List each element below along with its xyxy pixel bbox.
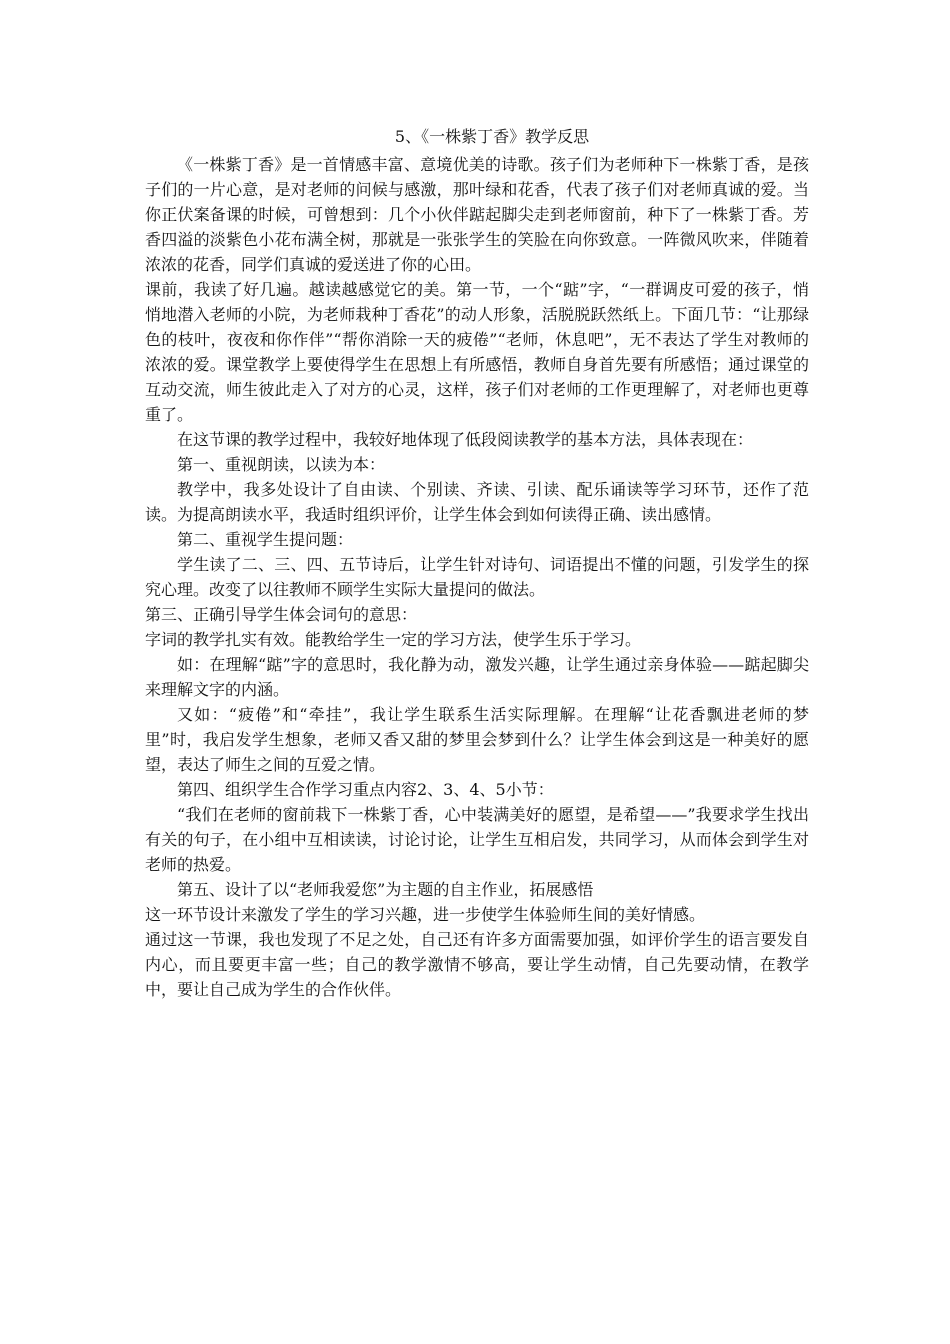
- paragraph: 字词的教学扎实有效。能教给学生一定的学习方法，使学生乐于学习。: [145, 630, 642, 649]
- paragraph: 通过这一节课，我也发现了不足之处，自己还有许多方面需要加强，如评价学生的语言要发自内心，而且要更丰富一些；自己的教学激情不够高，要让学生动情，自己先要动情，在教学中，要让自己成为学生的合作伙伴。: [145, 930, 809, 999]
- paragraph: 第五、设计了以“老师我爱您”为主题的自主作业，拓展感悟: [177, 880, 594, 899]
- paragraph: 这一环节设计来激发了学生的学习兴趣，进一步使学生体验师生间的美好情感。: [145, 905, 706, 924]
- paragraph: 课前，我读了好几遍。越读越感觉它的美。第一节，一个“踮”字，“一群调皮可爱的孩子，悄悄地潜入老师的小院，为老师栽种丁香花”的动人形象，活脱脱跃然纸上。下面几节：“让那绿色的枝叶，夜夜和你作伴”“帮你消除一天的疲倦”“老师，休息吧”，无不表达了学生对教师的浓浓的爱。课堂教学上要使得学生在思想上有所感悟，教师自身首先要有所感悟；通过课堂的互动交流，师生彼此走入了对方的心灵，这样，孩子们对老师的工作更理解了，对老师也更尊重了。: [145, 280, 809, 424]
- paragraph: 如：在理解“踮”字的意思时，我化静为动，激发兴趣，让学生通过亲身体验——踮起脚尖来理解文字的内涵。: [145, 655, 809, 699]
- document-title: 5、《一株紫丁香》教学反思: [394, 127, 590, 146]
- paragraph: 第三、正确引导学生体会词句的意思：: [145, 605, 418, 624]
- document-body: [145, 152, 809, 1002]
- paragraph: 在这节课的教学过程中，我较好地体现了低段阅读教学的基本方法，具体表现在：: [177, 430, 754, 449]
- paragraph: 第四、组织学生合作学习重点内容2、3、4、5小节：: [177, 780, 554, 799]
- document-page: [145, 127, 809, 1002]
- paragraph: 学生读了二、三、四、五节诗后，让学生针对诗句、词语提出不懂的问题，引发学生的探究心理。改变了以往教师不顾学生实际大量提问的做法。: [145, 555, 809, 599]
- paragraph: 第二、重视学生提问题：: [177, 530, 354, 549]
- paragraph: 《一株紫丁香》是一首情感丰富、意境优美的诗歌。孩子们为老师种下一株紫丁香，是孩子们的一片心意，是对老师的问候与感激，那叶绿和花香，代表了孩子们对老师真诚的爱。当你正伏案备课的时候，可曾想到：几个小伙伴踮起脚尖走到老师窗前，种下了一株紫丁香。芳香四溢的淡紫色小花布满全树，那就是一张张学生的笑脸在向你致意。一阵微风吹来，伴随着浓浓的花香，同学们真诚的爱送进了你的心田。: [145, 155, 809, 274]
- paragraph: 第一、重视朗读，以读为本：: [177, 455, 386, 474]
- paragraph: 又如：“疲倦”和“牵挂”，我让学生联系生活实际理解。在理解“让花香飘进老师的梦里”时，我启发学生想象，老师又香又甜的梦里会梦到什么？让学生体会到这是一种美好的愿望，表达了师生之间的互爱之情。: [145, 705, 809, 774]
- paragraph: 教学中，我多处设计了自由读、个别读、齐读、引读、配乐诵读等学习环节，还作了范读。为提高朗读水平，我适时组织评价，让学生体会到如何读得正确、读出感情。: [145, 480, 809, 524]
- paragraph: “我们在老师的窗前栽下一株紫丁香，心中装满美好的愿望，是希望——”我要求学生找出有关的句子，在小组中互相读读，讨论讨论，让学生互相启发，共同学习，从而体会到学生对老师的热爱。: [145, 805, 809, 874]
